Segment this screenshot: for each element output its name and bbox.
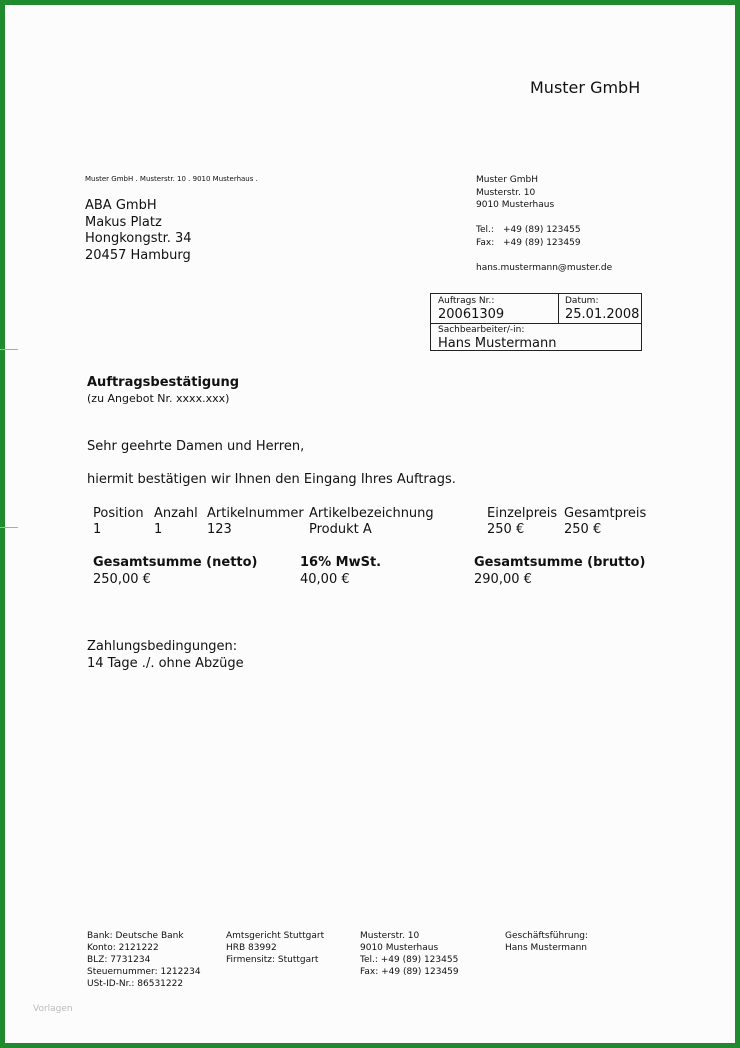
date-label: Datum: xyxy=(565,296,599,306)
gross-total: 290,00 € xyxy=(474,572,532,587)
vat-amount: 40,00 € xyxy=(300,572,350,587)
recipient-line: Makus Platz xyxy=(85,214,162,230)
company-name: Muster GmbH xyxy=(530,78,641,97)
clerk-label: Sachbearbeiter/-in: xyxy=(438,325,525,335)
footer-line: Bank: Deutsche Bank xyxy=(87,931,184,941)
fold-mark xyxy=(0,349,18,350)
table-header: Artikelnummer xyxy=(207,506,304,521)
divider xyxy=(431,323,641,324)
sender-return-line: Muster GmbH . Musterstr. 10 . 9010 Musterhaus . xyxy=(85,175,258,183)
document-title: Auftragsbestätigung xyxy=(87,375,240,390)
contact-name: Muster GmbH xyxy=(476,175,539,185)
footer-address xyxy=(360,930,459,978)
table-header: Gesamtpreis xyxy=(564,506,647,521)
gross-total-label: Gesamtsumme (brutto) xyxy=(474,555,646,570)
footer-line: 9010 Musterhaus xyxy=(360,943,439,953)
vat-label: 16% MwSt. xyxy=(300,555,382,570)
payment-terms-text: 14 Tage ./. ohne Abzüge xyxy=(87,655,244,671)
footer-line: Firmensitz: Stuttgart xyxy=(226,955,319,965)
table-header: Artikelbezeichnung xyxy=(309,506,434,521)
document-subtitle: (zu Angebot Nr. xxxx.xxx) xyxy=(87,392,230,405)
footer-line: Amtsgericht Stuttgart xyxy=(226,931,325,941)
contact-email: hans.mustermann@muster.de xyxy=(476,262,613,273)
divider xyxy=(558,294,559,323)
footer-line: Fax: +49 (89) 123459 xyxy=(360,967,459,977)
footer-line: BLZ: 7731234 xyxy=(87,955,151,965)
watermark: Vorlagen xyxy=(33,1004,73,1014)
order-number: 20061309 xyxy=(438,307,505,322)
footer-line: HRB 83992 xyxy=(226,943,277,953)
clerk-name: Hans Mustermann xyxy=(438,336,557,351)
intro-text: hiermit bestätigen wir Ihnen den Eingang Ihres Auftrags. xyxy=(87,472,456,487)
footer-bank xyxy=(87,930,201,990)
table-cell: 250 € xyxy=(564,522,602,537)
greeting: Sehr geehrte Damen und Herren, xyxy=(87,439,305,454)
fax-label: Fax: xyxy=(476,237,495,248)
fold-mark xyxy=(0,527,18,528)
table-cell: 123 xyxy=(207,522,232,537)
contact-tel xyxy=(476,224,612,237)
order-date: 25.01.2008 xyxy=(565,307,640,322)
footer-court xyxy=(226,930,324,966)
table-cell: Produkt A xyxy=(309,522,372,537)
recipient-line: 20457 Hamburg xyxy=(85,247,191,263)
footer-line: Tel.: +49 (89) 123455 xyxy=(360,955,459,965)
fax-value: +49 (89) 123459 xyxy=(503,237,581,248)
footer-line: Hans Mustermann xyxy=(505,943,587,953)
order-number-label: Auftrags Nr.: xyxy=(438,296,495,306)
contact-street: Musterstr. 10 xyxy=(476,187,536,198)
recipient-address xyxy=(85,198,192,264)
table-header: Position xyxy=(93,506,144,521)
tel-label: Tel.: xyxy=(476,225,494,235)
tel-value: +49 (89) 123455 xyxy=(503,225,581,235)
recipient-line: Hongkongstr. 34 xyxy=(85,231,192,246)
contact-city: 9010 Musterhaus xyxy=(476,200,555,210)
footer-management xyxy=(505,930,588,954)
footer-line: Musterstr. 10 xyxy=(360,931,420,941)
footer-line: Geschäftsführung: xyxy=(505,931,589,941)
table-header: Einzelpreis xyxy=(487,506,558,521)
payment-terms-label: Zahlungsbedingungen: xyxy=(87,639,238,654)
table-cell: 1 xyxy=(154,522,163,537)
order-info-box xyxy=(430,293,642,351)
net-total-label: Gesamtsumme (netto) xyxy=(93,555,258,570)
net-total: 250,00 € xyxy=(93,572,151,587)
payment-terms xyxy=(87,639,244,672)
footer-line: USt-ID-Nr.: 86531222 xyxy=(87,979,184,989)
table-header: Anzahl xyxy=(154,506,198,521)
table-cell: 1 xyxy=(93,522,102,537)
recipient-line: ABA GmbH xyxy=(85,198,157,213)
contact-fax xyxy=(476,237,612,250)
sender-contact-block xyxy=(476,174,612,274)
table-cell: 250 € xyxy=(487,522,525,537)
footer-line: Steuernummer: 1212234 xyxy=(87,967,201,977)
footer-line: Konto: 2121222 xyxy=(87,943,159,953)
